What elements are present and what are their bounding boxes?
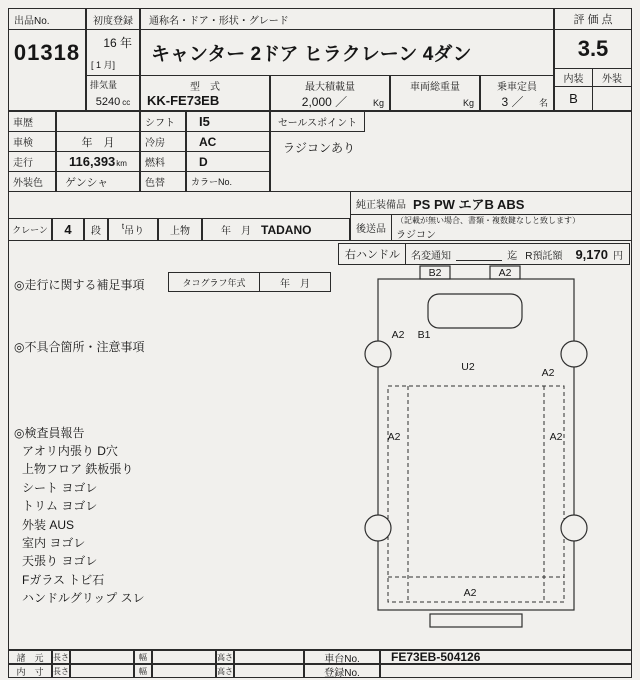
mileage-unit: km	[116, 159, 127, 168]
chassis-no-label: 車台No.	[304, 650, 380, 664]
exterior-color-value: ゲンシャ	[56, 171, 140, 192]
crane-label: クレーン	[8, 218, 52, 241]
spec-length-value	[70, 650, 134, 664]
divider	[405, 244, 406, 264]
width-label: 幅	[134, 650, 152, 664]
exterior-label: 外装	[592, 68, 632, 87]
diagram-label-cab-center: U2	[461, 361, 475, 373]
displacement-cell	[86, 75, 140, 111]
vehicle-name-cell	[140, 29, 554, 76]
inspector-note: トリム ヨゴレ	[22, 499, 98, 514]
first-registration-month: [ 1 月]	[91, 60, 116, 70]
inspector-note: シート ヨゴレ	[22, 480, 98, 495]
mileage-cell	[56, 151, 140, 172]
defects-title: ◎不具合箇所・注意事項	[14, 340, 145, 354]
inner-length-label: 長さ	[52, 664, 70, 678]
chassis-no-value: FE73EB-504126	[391, 650, 481, 664]
oem-equipment-value: PS PW エアB ABS	[413, 196, 525, 212]
inspector-note: 外装 AUS	[22, 517, 75, 532]
max-load-value: 2,000 ／	[301, 95, 348, 109]
oem-equipment-row	[350, 191, 632, 215]
later-items-label: 後送品	[351, 215, 392, 240]
body-label: 上物	[158, 218, 202, 241]
wheel-rear-right	[561, 515, 587, 541]
interior-grade: B	[554, 86, 593, 111]
deposit-value: 9,170	[575, 246, 608, 262]
fuel-label: 燃料	[140, 151, 186, 172]
crane-lift-cell	[108, 218, 158, 241]
truck-outline	[378, 279, 574, 610]
vehicle-name: キャンター 2ドア ヒラクレーン 4ダン	[151, 44, 472, 65]
diagram-label-mirror-left: B2	[428, 267, 442, 279]
tachograph-value: 年 月	[259, 272, 331, 292]
spec-height-value	[234, 650, 304, 664]
ac-value: AC	[199, 134, 217, 149]
diagram-label-bottom: A2	[463, 587, 477, 599]
mileage-note-title: ◎走行に関する補足事項	[14, 278, 145, 292]
fuel-value: D	[199, 154, 208, 169]
inspector-report-title: ◎検査員報告	[14, 426, 85, 440]
displacement-unit: cc	[122, 98, 131, 107]
wheel-rear-left	[365, 515, 391, 541]
deposit-label: R預託額	[525, 250, 563, 262]
inspector-note: 室内 ヨゴレ	[22, 536, 86, 551]
gross-weight-cell	[390, 75, 480, 111]
max-load-cell	[270, 75, 390, 111]
exterior-color-label: 外装色	[8, 171, 56, 192]
displacement-label: 排気量	[90, 80, 118, 90]
shift-label: シフト	[140, 111, 186, 132]
chassis-no-cell	[380, 650, 632, 664]
max-load-label: 最大積載量	[305, 82, 355, 93]
inspector-note: 天張り ヨゴレ	[22, 554, 98, 569]
inspection-value: 年 月	[56, 131, 140, 152]
first-registration-label: 初度登録	[86, 8, 140, 30]
yen-label: 円	[613, 250, 623, 262]
inspector-note: 上物フロア 鉄板張り	[22, 462, 134, 477]
inner-height-value	[234, 664, 304, 678]
ac-cell	[186, 131, 270, 152]
inner-row-label: 内 寸	[8, 664, 52, 678]
color-no-label: カラーNo.	[186, 171, 270, 192]
windshield	[428, 294, 522, 328]
shift-cell	[186, 111, 270, 132]
diagram-label-cab-left-1: A2	[391, 329, 405, 341]
first-registration-year: 16 年	[103, 36, 132, 50]
tachograph-label: タコグラフ年式	[168, 272, 260, 292]
later-items-note: （記載が無い場合、書類・複数鍵なしと致します）	[396, 215, 580, 225]
later-items-value: ラジコン	[396, 229, 436, 241]
crane-lift-label: 吊り	[124, 226, 145, 237]
wheel-front-left	[365, 341, 391, 367]
exterior-grade	[592, 86, 632, 111]
diagram-label-right-mid: A2	[549, 431, 563, 443]
mileage-label: 走行	[8, 151, 56, 172]
inspection-label: 車検	[8, 131, 56, 152]
history-value	[56, 111, 140, 132]
first-registration-cell	[86, 29, 140, 76]
spec-row-label: 諸 元	[8, 650, 52, 664]
inner-width-value	[152, 664, 216, 678]
inspector-notes-list	[22, 442, 145, 608]
exhibit-no-label: 出品No.	[8, 8, 86, 30]
score-cell	[554, 29, 632, 69]
wheel-front-right	[561, 341, 587, 367]
recolor-label: 色替	[140, 171, 186, 192]
model-value: KK-FE73EB	[147, 93, 220, 108]
crane-stages-unit: 段	[84, 218, 108, 241]
diagram-label-left-mid: A2	[387, 431, 401, 443]
body-year-cell	[202, 218, 350, 241]
diagram-label-cab-left-2: B1	[417, 329, 431, 341]
diagram-label-right-upper: A2	[541, 367, 555, 379]
oem-equipment-label: 純正装備品	[356, 199, 406, 211]
capacity-label: 乗車定員	[497, 82, 537, 93]
diagram-label-mirror-right: A2	[498, 267, 512, 279]
crane-stages-value: 4	[64, 222, 72, 237]
height-label: 高さ	[216, 650, 234, 664]
inspector-note: アオリ内張り D穴	[22, 444, 118, 458]
crane-stages-cell	[52, 218, 84, 241]
exhibit-no-cell	[8, 29, 86, 111]
body-year-value: 年 月	[221, 226, 251, 237]
rear-bumper	[430, 614, 522, 627]
mileage-value: 116,393	[69, 154, 116, 169]
sales-point-text: ラジコンあり	[283, 141, 356, 155]
name-change-blank	[456, 247, 502, 261]
spec-width-value	[152, 650, 216, 664]
inspector-note: Fガラス トビ石	[22, 572, 105, 587]
capacity-value: 3 ／	[501, 95, 524, 109]
model-label: 型 式	[190, 82, 220, 93]
later-items-row	[350, 214, 632, 241]
shift-value: I5	[199, 114, 210, 129]
model-cell	[140, 75, 270, 111]
registration-no-label: 登録No.	[304, 664, 380, 678]
registration-no-value	[380, 664, 632, 678]
crane-ton-label: t	[121, 222, 125, 231]
name-change-label: 名変通知	[411, 250, 451, 262]
capacity-unit: 名	[538, 98, 548, 108]
length-label: 長さ	[52, 650, 70, 664]
score-label: 評 価 点	[554, 8, 632, 30]
gross-weight-unit: Kg	[462, 98, 474, 108]
capacity-cell	[480, 75, 554, 111]
handle-position-label: 右ハンドル	[345, 249, 400, 261]
sales-point-header: セールスポイント	[271, 112, 365, 132]
fuel-cell	[186, 151, 270, 172]
interior-label: 内装	[554, 68, 593, 87]
inner-height-label: 高さ	[216, 664, 234, 678]
max-load-unit: Kg	[372, 98, 384, 108]
gross-weight-label: 車両総重量	[410, 82, 460, 93]
cargo-bed-outline	[388, 386, 564, 602]
truck-diagram	[350, 262, 630, 648]
until-label: 迄	[507, 250, 518, 262]
displacement-value: 5240	[95, 96, 121, 108]
sales-point-box	[270, 111, 632, 192]
inspector-note: ハンドルグリップ スレ	[22, 591, 145, 606]
score-value: 3.5	[577, 36, 609, 61]
crane-maker: TADANO	[261, 222, 312, 237]
exhibit-no-value: 01318	[13, 40, 81, 65]
inner-width-label: 幅	[134, 664, 152, 678]
ac-label: 冷房	[140, 131, 186, 152]
history-label: 車歴	[8, 111, 56, 132]
vehicle-grade-header: 通称名・ドア・形状・グレード	[140, 8, 554, 30]
inner-length-value	[70, 664, 134, 678]
